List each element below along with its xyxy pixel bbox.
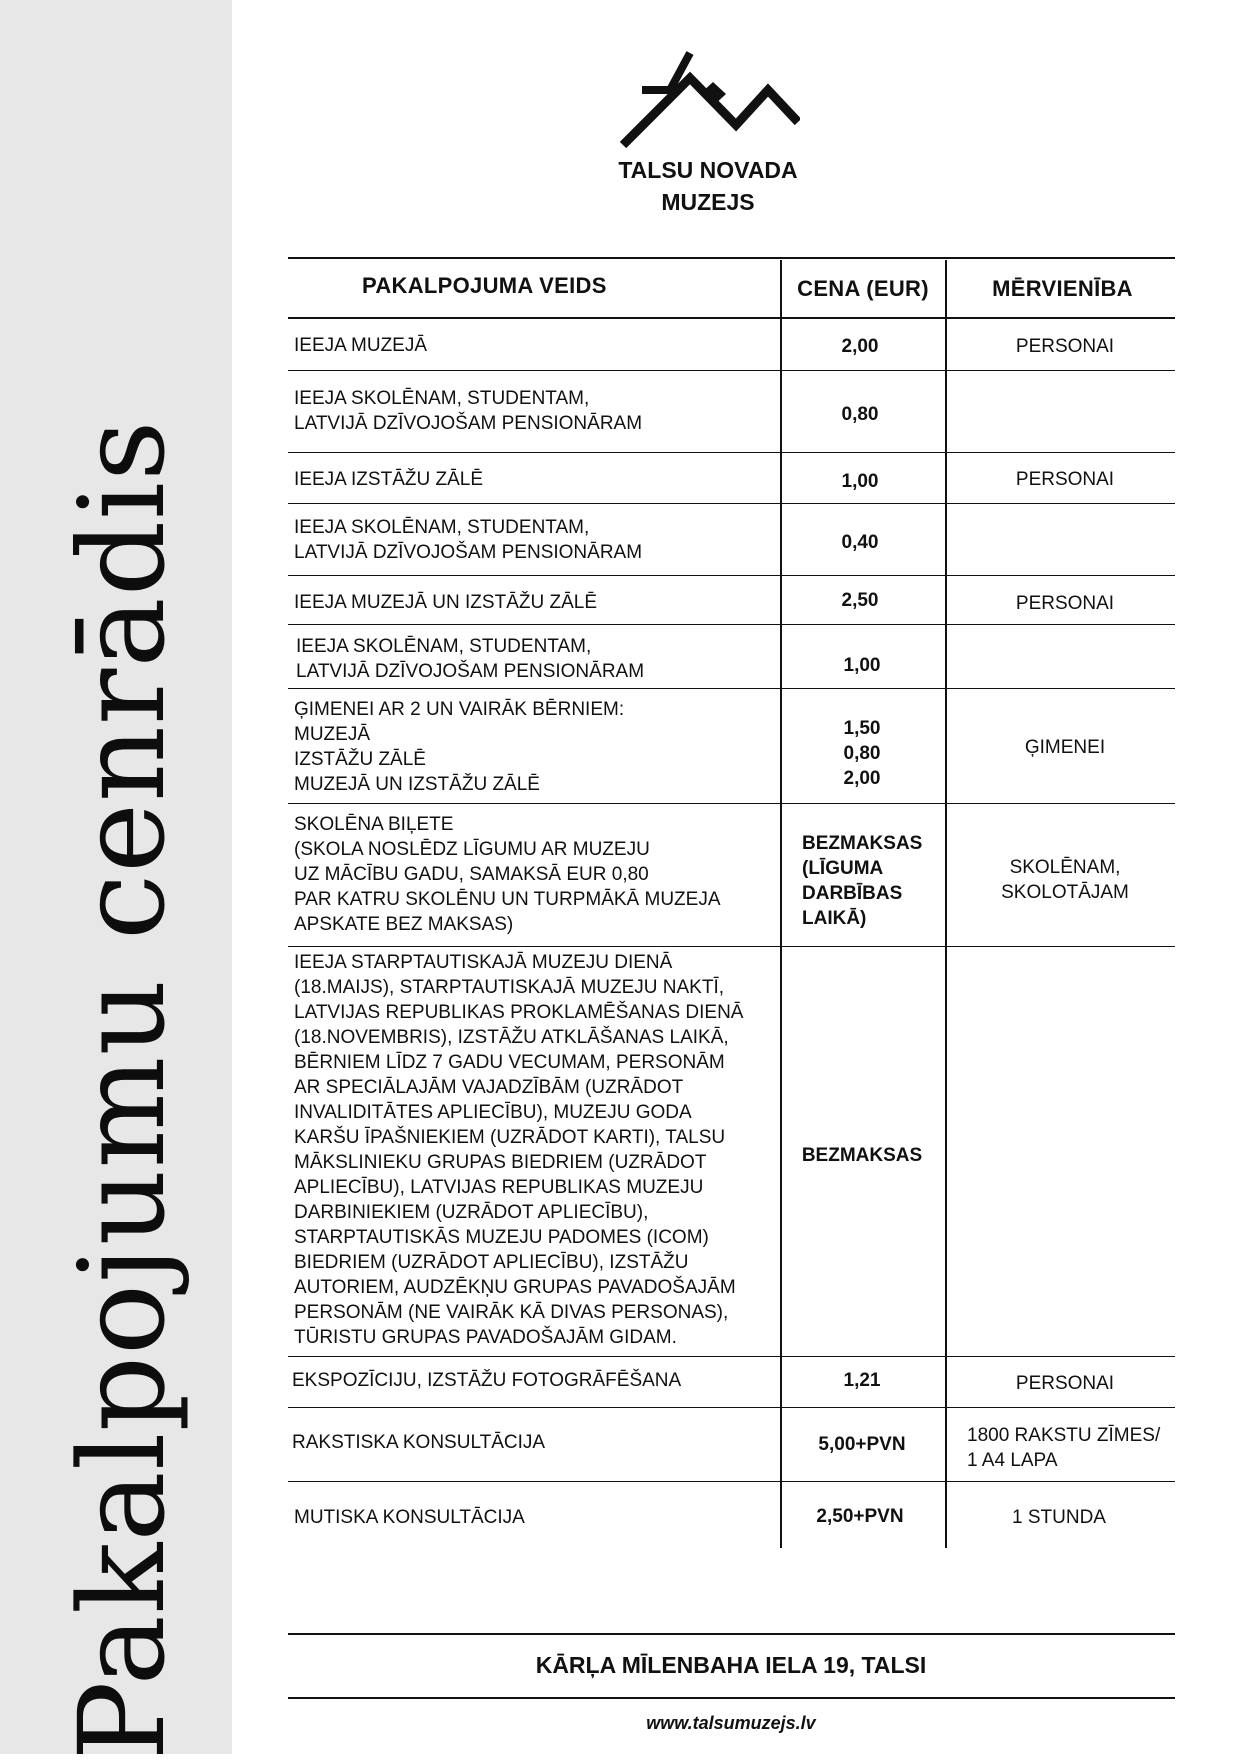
header-bottom-rule xyxy=(288,317,1175,319)
row-divider xyxy=(288,1481,1175,1482)
price-cell: 2,50 xyxy=(841,590,879,611)
service-cell: EKSPOZĪCIJU, IZSTĀŽU FOTOGRĀFĒŠANA xyxy=(292,1370,682,1391)
footer-top-rule xyxy=(288,1633,1175,1635)
price-cell: 5,00+PVN xyxy=(818,1434,906,1455)
row-divider xyxy=(288,1356,1175,1357)
footer-bottom-rule xyxy=(288,1697,1175,1699)
row-divider xyxy=(288,946,1175,947)
unit-cell: 1 STUNDA xyxy=(1012,1507,1106,1528)
brand-name xyxy=(558,154,858,218)
row-divider xyxy=(288,575,1175,576)
service-cell: IEEJA SKOLĒNAM, STUDENTAM, LATVIJĀ DZĪVOJOŠAM PENSIONĀRAM xyxy=(294,388,643,434)
header-price: CENA (EUR) xyxy=(797,276,929,301)
price-cell: BEZMAKSAS xyxy=(801,1145,923,1166)
price-cell: 1,00 xyxy=(843,655,881,676)
unit-cell: SKOLĒNAM, SKOLOTĀJAM xyxy=(1001,857,1129,903)
row-divider xyxy=(288,624,1175,625)
row-divider xyxy=(288,452,1175,453)
unit-cell: PERSONAI xyxy=(1015,1373,1115,1394)
service-cell: RAKSTISKA KONSULTĀCIJA xyxy=(292,1432,546,1453)
service-cell: IEEJA IZSTĀŽU ZĀLĒ xyxy=(294,469,483,490)
column-divider-1 xyxy=(780,260,782,1548)
table-top-rule xyxy=(288,257,1175,259)
unit-cell: ĢIMENEI xyxy=(1024,737,1106,758)
column-divider-2 xyxy=(945,260,947,1548)
price-cell: 1,50 0,80 2,00 xyxy=(843,718,881,789)
brand-line-2: MUZEJS xyxy=(661,189,755,215)
service-cell: SKOLĒNA BIĻETE (SKOLA NOSLĒDZ LĪGUMU AR MUZEJU UZ MĀCĪBU GADU, SAMAKSĀ EUR 0,80 PAR KATRU SKOLĒNU UN TURPMĀKĀ MUZEJA APSKATE BEZ MAKSAS) xyxy=(294,814,721,935)
service-cell: IEEJA STARPTAUTISKAJĀ MUZEJU DIENĀ (18.MAIJS), STARPTAUTISKAJĀ MUZEJU NAKTĪ, LATVIJAS REPUBLIKAS PROKLAMĒŠANAS DIENĀ (18.NOVEMBRIS), IZSTĀŽU ATKLĀŠANAS LAIKĀ, BĒRNIEM LĪDZ 7 GADU VECUMAM, PERSONĀM AR SPECIĀLAJĀM VAJADZĪBĀM (UZRĀDOT INVALIDITĀTES APLIECĪBU), MUZEJU GODA KARŠU ĪPAŠNIEKIEM (UZRĀDOT KARTI), TALSU MĀKSLINIEKU GRUPAS BIEDRIEM (UZRĀDOT APLIECĪBU), LATVIJAS REPUBLIKAS MUZEJU DARBINIEKIEM (UZRĀDOT APLIECĪBU), STARPTAUTISKĀS MUZEJU PADOMES (ICOM) BIEDRIEM (UZRĀDOT APLIECĪBU), IZSTĀŽU AUTORIEM, AUDZĒKŅU GRUPAS PAVADOŠAJĀM PERSONĀM (NE VAIRĀK KĀ DIVAS PERSONAS), TŪRISTU GRUPAS PAVADOŠAJĀM GIDAM. xyxy=(294,952,744,1348)
price-cell: 1,21 xyxy=(843,1370,881,1391)
service-cell: ĢIMENEI AR 2 UN VAIRĀK BĒRNIEM: MUZEJĀ IZSTĀŽU ZĀLĒ MUZEJĀ UN IZSTĀŽU ZĀLĒ xyxy=(294,699,625,795)
service-cell: IEEJA MUZEJĀ xyxy=(294,335,428,356)
service-cell: MUTISKA KONSULTĀCIJA xyxy=(294,1507,525,1528)
header-unit: MĒRVIENĪBA xyxy=(992,276,1133,301)
row-divider xyxy=(288,1407,1175,1408)
talsu-museum-logo-icon xyxy=(618,50,800,150)
footer-website-link[interactable]: www.talsumuzejs.lv xyxy=(646,1713,816,1733)
price-cell: BEZMAKSAS (LĪGUMA DARBĪBAS LAIKĀ) xyxy=(802,833,923,929)
unit-cell: 1800 RAKSTU ZĪMES/ 1 A4 LAPA xyxy=(967,1425,1161,1471)
price-cell: 1,00 xyxy=(841,471,879,492)
service-cell: IEEJA SKOLĒNAM, STUDENTAM, LATVIJĀ DZĪVOJOŠAM PENSIONĀRAM xyxy=(296,636,645,682)
unit-cell: PERSONAI xyxy=(1015,469,1115,490)
price-cell: 2,50+PVN xyxy=(816,1506,904,1527)
page-title: Pakalpojumu cenrādis xyxy=(53,419,191,1761)
service-cell: IEEJA MUZEJĀ UN IZSTĀŽU ZĀLĒ xyxy=(294,592,597,613)
footer-address: KĀRĻA MĪLENBAHA IELA 19, TALSI xyxy=(535,1652,927,1678)
price-cell: 0,40 xyxy=(841,532,879,553)
brand-line-1: TALSU NOVADA xyxy=(618,157,798,183)
row-divider xyxy=(288,370,1175,371)
row-divider xyxy=(288,503,1175,504)
header-service: PAKALPOJUMA VEIDS xyxy=(362,273,607,298)
unit-cell: PERSONAI xyxy=(1015,336,1115,357)
service-cell: IEEJA SKOLĒNAM, STUDENTAM, LATVIJĀ DZĪVOJOŠAM PENSIONĀRAM xyxy=(294,517,643,563)
price-cell: 0,80 xyxy=(841,404,879,425)
price-cell: 2,00 xyxy=(841,336,879,357)
row-divider xyxy=(288,803,1175,804)
row-divider xyxy=(288,688,1175,689)
unit-cell: PERSONAI xyxy=(1015,593,1115,614)
